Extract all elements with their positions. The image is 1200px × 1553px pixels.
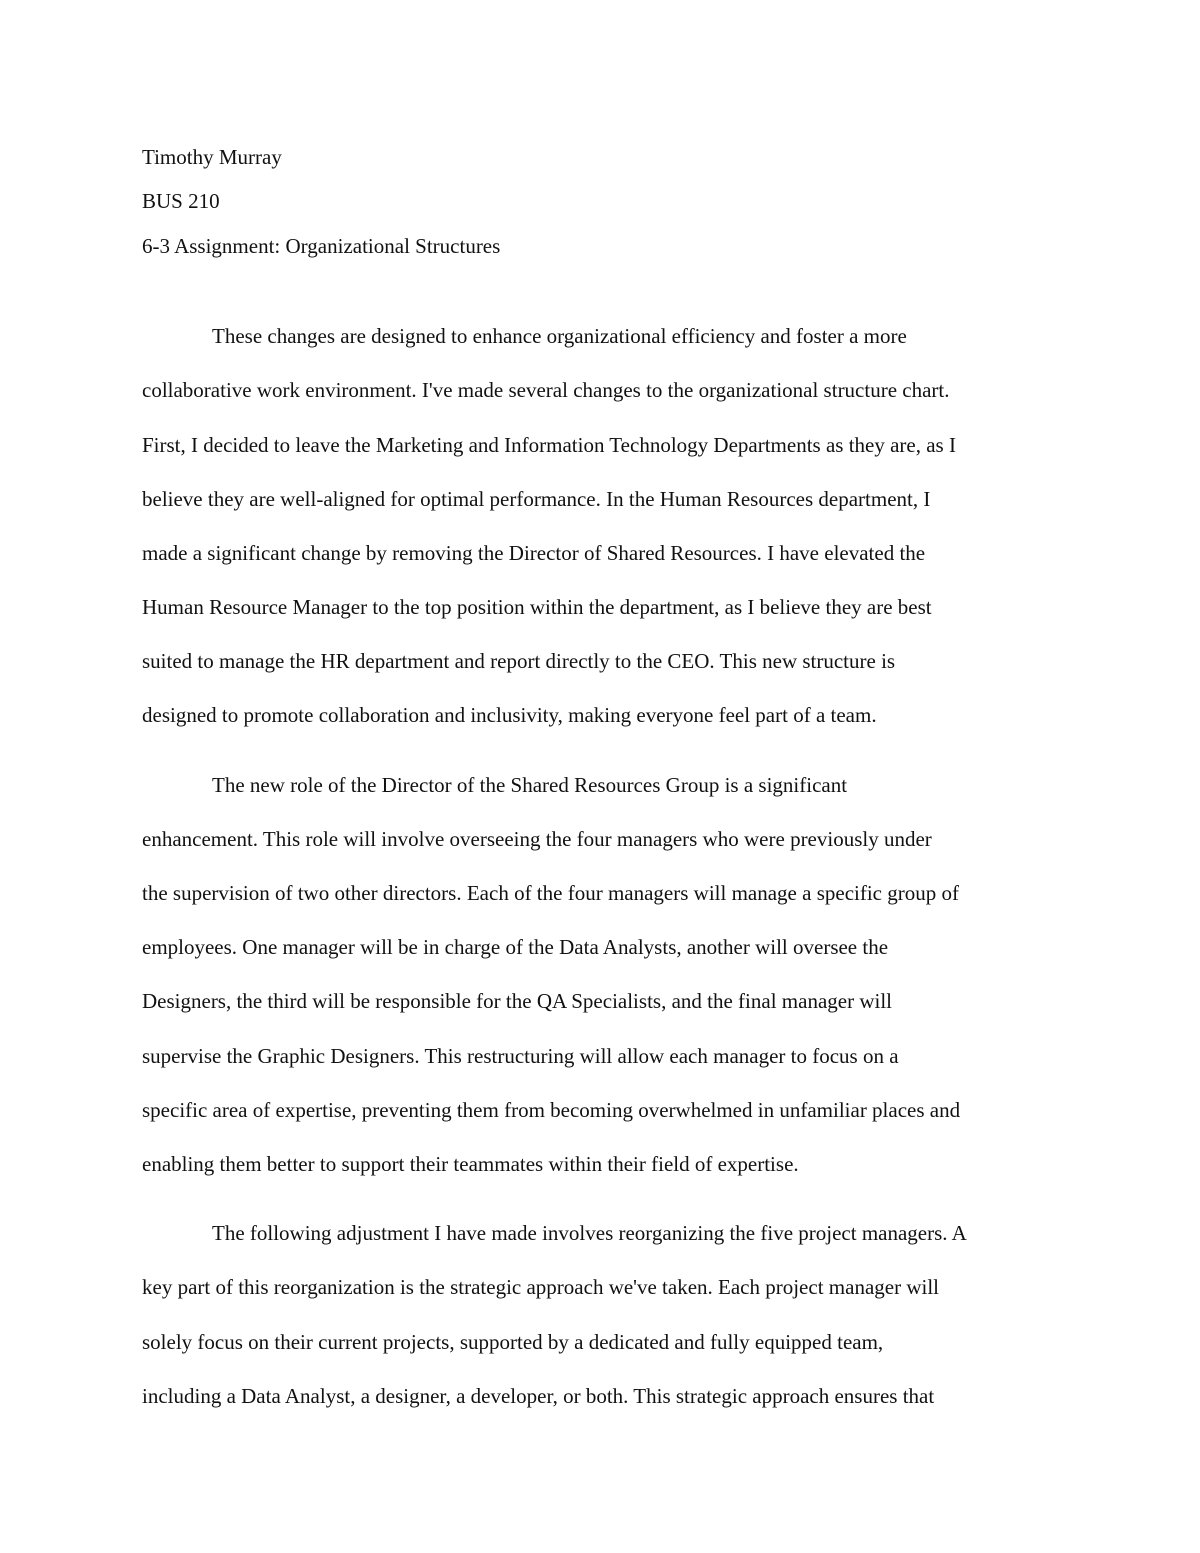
paragraph-2-line: employees. One manager will be in charge of the Data Analysts, another will oversee the <box>142 935 889 959</box>
paragraph-2-line: Designers, the third will be responsible for the QA Specialists, and the final manager will <box>142 989 892 1013</box>
paragraph-2-line: the supervision of two other directors. Each of the four managers will manage a specific group of <box>142 881 959 905</box>
paragraph-1-line: Human Resource Manager to the top position within the department, as I believe they are best <box>142 595 932 619</box>
assignment-title: 6-3 Assignment: Organizational Structures <box>142 234 501 258</box>
paragraph-1-line: made a significant change by removing the Director of Shared Resources. I have elevated the <box>142 541 926 565</box>
paragraph-3-line: key part of this reorganization is the strategic approach we've taken. Each project manager will <box>142 1275 939 1299</box>
paragraph-2-line: enhancement. This role will involve overseeing the four managers who were previously under <box>142 827 932 851</box>
paragraph-2-line: enabling them better to support their teammates within their field of expertise. <box>142 1152 799 1176</box>
paragraph-2-line: The new role of the Director of the Shared Resources Group is a significant <box>212 773 848 797</box>
paragraph-1-line: believe they are well-aligned for optimal performance. In the Human Resources department, I <box>142 487 931 511</box>
paragraph-3-line: including a Data Analyst, a designer, a developer, or both. This strategic approach ensures that <box>142 1384 935 1408</box>
paragraph-3-line: solely focus on their current projects, supported by a dedicated and fully equipped team, <box>142 1330 884 1354</box>
paragraph-1-line: suited to manage the HR department and report directly to the CEO. This new structure is <box>142 649 896 673</box>
paragraph-3-line: The following adjustment I have made involves reorganizing the five project managers. A <box>212 1221 967 1245</box>
paragraph-1-line: These changes are designed to enhance organizational efficiency and foster a more <box>212 324 907 348</box>
author-name: Timothy Murray <box>142 145 282 169</box>
paragraph-1-line: designed to promote collaboration and inclusivity, making everyone feel part of a team. <box>142 703 877 727</box>
paragraph-2-line: specific area of expertise, preventing them from becoming overwhelmed in unfamiliar places and <box>142 1098 961 1122</box>
paragraph-2-line: supervise the Graphic Designers. This restructuring will allow each manager to focus on a <box>142 1044 899 1068</box>
course-code: BUS 210 <box>142 189 220 213</box>
paragraph-1-line: collaborative work environment. I've made several changes to the organizational structure chart. <box>142 378 950 402</box>
paragraph-1-line: First, I decided to leave the Marketing and Information Technology Departments as they are, as I <box>142 433 956 457</box>
